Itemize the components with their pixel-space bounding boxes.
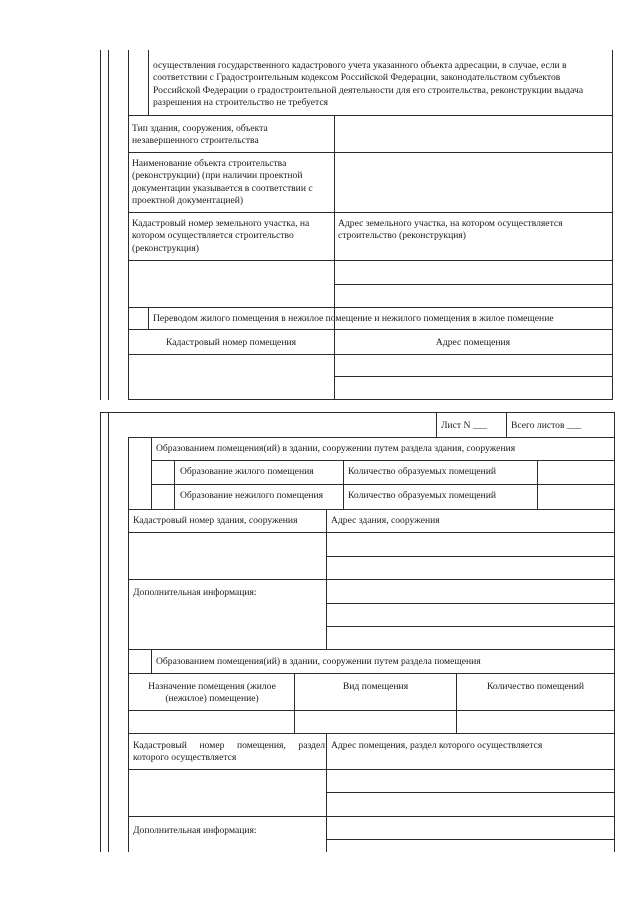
- row-separator: [334, 376, 613, 377]
- column-divider: [334, 115, 335, 400]
- premise-cadastral-header: Кадастровый номер помещения: [165, 337, 297, 348]
- total-sheets-label: Всего листов ___: [511, 420, 582, 431]
- right-border: [612, 50, 613, 400]
- row-separator: [326, 839, 615, 840]
- nonresidential-formation-label: Образование нежилого помещения: [180, 490, 324, 501]
- premise-type-header: Вид помещения: [342, 681, 409, 692]
- building-type-label: Тип здания, сооружения, объекта незавершенного строительства: [132, 123, 268, 147]
- cell-border: [436, 412, 437, 437]
- row-separator: [128, 816, 615, 817]
- page-top-border: [100, 412, 615, 413]
- building-division-label: Образованием помещения(ий) в здании, сооружении путем раздела здания, сооружения: [156, 443, 516, 454]
- cell-border: [128, 437, 129, 852]
- row-separator: [128, 354, 613, 355]
- column-divider: [456, 673, 457, 733]
- row-separator: [128, 509, 615, 510]
- premise-purpose-header: Назначение помещения (жилое (нежилое) помещение): [148, 681, 276, 705]
- divided-premise-cadastral-label: Кадастровый номер помещения, раздел которого осуществляется: [133, 740, 325, 764]
- construction-name-label: Наименование объекта строительства (реконструкции) (при наличии проектной документации указывается в соответствии с проектной документацией): [132, 158, 313, 207]
- additional-info-label-2: Дополнительная информация:: [133, 825, 257, 836]
- row-separator: [128, 115, 613, 116]
- residential-formation-label: Образование жилого помещения: [180, 466, 314, 477]
- divided-premise-address-label: Адрес помещения, раздел которого осуществляется: [331, 740, 543, 751]
- row-separator: [128, 437, 615, 438]
- nonresidential-count-label: Количество образуемых помещений: [348, 490, 497, 501]
- land-address-label: Адрес земельного участка, на котором осуществляется строительство (реконструкция): [338, 218, 563, 242]
- row-separator: [326, 792, 615, 793]
- column-divider: [294, 673, 295, 733]
- premise-count-header: Количество помещений: [486, 681, 585, 692]
- premise-address-header: Адрес помещения: [435, 337, 511, 348]
- right-border: [614, 412, 615, 852]
- row-separator: [128, 399, 613, 400]
- row-separator: [128, 212, 613, 213]
- left-margin-line: [108, 50, 109, 400]
- row-separator: [128, 260, 613, 261]
- row-separator: [128, 307, 613, 308]
- left-margin-line: [100, 50, 101, 400]
- checkbox-cell-border: [148, 307, 149, 329]
- building-cadastral-label: Кадастровый номер здания, сооружения: [133, 515, 298, 526]
- top-continuation-text: осуществления государственного кадастрового учета указанного объекта адресации, в случае, если в соответствии с Градостроительным кодексом Российской Федерации, законодательством субъектов Российской Федерации о градостроительной деятельности для его строительства, реконструкции выдача разрешения на строительство не требуется: [153, 60, 584, 109]
- row-separator: [128, 769, 615, 770]
- row-separator: [128, 329, 613, 330]
- row-separator: [128, 710, 615, 711]
- additional-info-label: Дополнительная информация:: [133, 587, 257, 598]
- checkbox-cell-border: [148, 50, 149, 115]
- cell-border: [506, 412, 507, 437]
- row-separator: [128, 733, 615, 734]
- building-address-label: Адрес здания, сооружения: [331, 515, 440, 526]
- checkbox-cell-border: [151, 437, 152, 509]
- cell-border: [128, 50, 129, 115]
- row-separator: [326, 626, 615, 627]
- land-cadastral-label: Кадастровый номер земельного участка, на котором осуществляется строительство (реконструкция): [132, 218, 310, 254]
- row-separator: [128, 579, 615, 580]
- premise-division-label: Образованием помещения(ий) в здании, сооружении путем раздела помещения: [156, 656, 481, 667]
- row-separator: [326, 556, 615, 557]
- row-separator: [151, 460, 615, 461]
- checkbox-cell-border: [151, 649, 152, 673]
- row-separator: [128, 532, 615, 533]
- row-separator: [128, 152, 613, 153]
- row-separator: [128, 649, 615, 650]
- left-margin-line: [108, 412, 109, 852]
- left-margin-line: [100, 412, 101, 852]
- residential-count-label: Количество образуемых помещений: [348, 466, 497, 477]
- row-separator: [128, 673, 615, 674]
- conversion-label: Переводом жилого помещения в нежилое помещение и нежилого помещения в жилое помещение: [153, 313, 554, 324]
- row-separator: [334, 284, 613, 285]
- row-separator: [151, 484, 615, 485]
- sheet-number-label: Лист N ___: [441, 420, 488, 431]
- row-separator: [326, 603, 615, 604]
- cell-border: [128, 115, 129, 400]
